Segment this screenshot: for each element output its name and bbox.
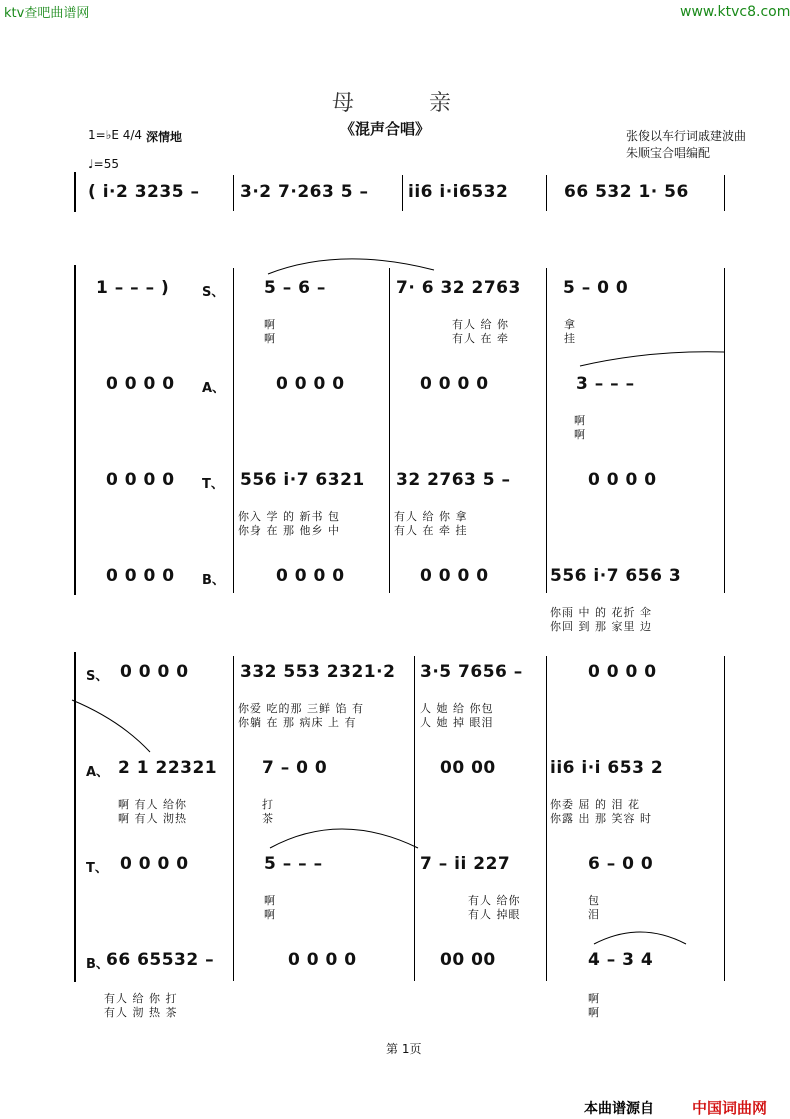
s2-lyric: 拿 bbox=[564, 318, 576, 331]
a3-m1: 7 – 0 0 bbox=[262, 758, 328, 778]
s3-lyric: 人 她 给 你包 bbox=[420, 702, 494, 715]
score-subtitle: 《混声合唱》 bbox=[340, 120, 431, 138]
intro-measure-2: 3·2 7·263 5 – bbox=[240, 182, 369, 202]
score-title: 母 亲 bbox=[332, 91, 485, 116]
a2-m2: 0 0 0 0 bbox=[420, 374, 489, 394]
s3-lyric: 你躺 在 那 病床 上 有 bbox=[238, 716, 357, 729]
b2-m3: 556 i·7 656 3 bbox=[550, 566, 682, 586]
tempo-mark: ♩=55 bbox=[88, 157, 119, 171]
a2-pre: 0 0 0 0 bbox=[106, 374, 175, 394]
a3-lyric: 啊 有人 给你 bbox=[118, 798, 187, 811]
credit-line-1: 张俊以车行词戚建波曲 bbox=[626, 129, 747, 143]
t2-lyric: 有人 给 你 拿 bbox=[394, 510, 468, 523]
a3-lyric: 啊 有人 沏热 bbox=[118, 812, 187, 825]
t2-m2: 32 2763 5 – bbox=[396, 470, 511, 490]
a3-lyric: 打 bbox=[262, 798, 274, 811]
b2-lyric: 你回 到 那 家里 边 bbox=[550, 620, 652, 633]
t2-lyric: 有人 在 牵 挂 bbox=[394, 524, 468, 537]
credit-line-2: 朱顺宝合唱编配 bbox=[626, 146, 711, 160]
b3-lyric: 啊 bbox=[588, 992, 600, 1005]
key-signature: 1=♭E 4/4 bbox=[88, 128, 143, 142]
s2-lyric: 有人 在 牵 bbox=[452, 332, 509, 345]
voice-label-alto: A、 bbox=[202, 381, 226, 396]
voice-label-tenor: T、 bbox=[202, 477, 224, 492]
s3-m3: 0 0 0 0 bbox=[588, 662, 657, 682]
b3-pre: 66 65532 – bbox=[106, 950, 215, 970]
t3-pre: 0 0 0 0 bbox=[120, 854, 189, 874]
s2-pre: 1 – – – ) bbox=[96, 278, 170, 298]
s3-lyric: 人 她 掉 眼泪 bbox=[420, 716, 494, 729]
intro-measure-4: 66 532 1· 56 bbox=[564, 182, 689, 202]
page-number: 第 1页 bbox=[386, 1042, 422, 1056]
voice-label-tenor: T、 bbox=[86, 861, 108, 876]
t2-m3: 0 0 0 0 bbox=[588, 470, 657, 490]
t3-lyric: 泪 bbox=[588, 908, 600, 921]
t3-lyric: 啊 bbox=[264, 894, 276, 907]
watermark-left: ktv查吧曲谱网 bbox=[4, 6, 90, 21]
a3-m3: ii6 i·i 653 2 bbox=[550, 758, 664, 778]
s2-m3: 5 – 0 0 bbox=[563, 278, 629, 298]
a3-lyric: 你委 屈 的 泪 花 bbox=[550, 798, 640, 811]
s3-m2: 3·5 7656 – bbox=[420, 662, 523, 682]
t3-m2: 7 – ii 227 bbox=[420, 854, 511, 874]
expression-mark: 深情地 bbox=[146, 130, 183, 144]
t3-lyric: 有人 掉眼 bbox=[468, 908, 521, 921]
s3-lyric: 你爱 吃的那 三鲜 馅 有 bbox=[238, 702, 364, 715]
footer-site-name: 中国词曲网 bbox=[692, 1099, 768, 1117]
watermark-right: www.ktvc8.com bbox=[680, 4, 790, 20]
b2-pre: 0 0 0 0 bbox=[106, 566, 175, 586]
a2-lyric: 啊 bbox=[574, 414, 586, 427]
footer-source-label: 本曲谱源自 bbox=[584, 1101, 654, 1117]
s3-m1: 332 553 2321·2 bbox=[240, 662, 396, 682]
t3-m1: 5 – – – bbox=[264, 854, 323, 874]
intro-measure-3: ii6 i·i6532 bbox=[408, 182, 509, 202]
t3-lyric: 包 bbox=[588, 894, 600, 907]
b3-lyric: 有人 给 你 打 bbox=[104, 992, 178, 1005]
t3-lyric: 有人 给你 bbox=[468, 894, 521, 907]
a3-lyric: 茶 bbox=[262, 812, 274, 825]
t2-m1: 556 i·7 6321 bbox=[240, 470, 365, 490]
b3-m2: 00 00 bbox=[440, 950, 496, 970]
a3-lyric: 你露 出 那 笑容 时 bbox=[550, 812, 652, 825]
s3-pre: 0 0 0 0 bbox=[120, 662, 189, 682]
t3-m3: 6 – 0 0 bbox=[588, 854, 654, 874]
voice-label-bass: B、 bbox=[86, 957, 109, 972]
b2-lyric: 你雨 中 的 花折 伞 bbox=[550, 606, 652, 619]
b3-m3: 4 – 3 4 bbox=[588, 950, 654, 970]
a3-m2: 00 00 bbox=[440, 758, 496, 778]
t2-pre: 0 0 0 0 bbox=[106, 470, 175, 490]
voice-label-alto: A、 bbox=[86, 765, 110, 780]
s2-lyric: 挂 bbox=[564, 332, 576, 345]
b2-m1: 0 0 0 0 bbox=[276, 566, 345, 586]
s2-lyric: 啊 bbox=[264, 318, 276, 331]
s2-lyric: 有人 给 你 bbox=[452, 318, 509, 331]
s2-m1: 5 – 6 – bbox=[264, 278, 326, 298]
a2-m3: 3 – – – bbox=[576, 374, 635, 394]
s2-m2: 7· 6 32 2763 bbox=[396, 278, 521, 298]
intro-measure-1: ( i·2 3235 – bbox=[88, 182, 200, 202]
a2-lyric: 啊 bbox=[574, 428, 586, 441]
voice-label-bass: B、 bbox=[202, 573, 225, 588]
s2-lyric: 啊 bbox=[264, 332, 276, 345]
t2-lyric: 你入 学 的 新书 包 bbox=[238, 510, 340, 523]
voice-label-soprano: S、 bbox=[202, 285, 225, 300]
b3-lyric: 啊 bbox=[588, 1006, 600, 1019]
t3-lyric: 啊 bbox=[264, 908, 276, 921]
b2-m2: 0 0 0 0 bbox=[420, 566, 489, 586]
voice-label-soprano: S、 bbox=[86, 669, 109, 684]
b3-m1: 0 0 0 0 bbox=[288, 950, 357, 970]
a2-m1: 0 0 0 0 bbox=[276, 374, 345, 394]
a3-pre: 2 1 22321 bbox=[118, 758, 218, 778]
t2-lyric: 你身 在 那 他乡 中 bbox=[238, 524, 340, 537]
b3-lyric: 有人 沏 热 茶 bbox=[104, 1006, 178, 1019]
